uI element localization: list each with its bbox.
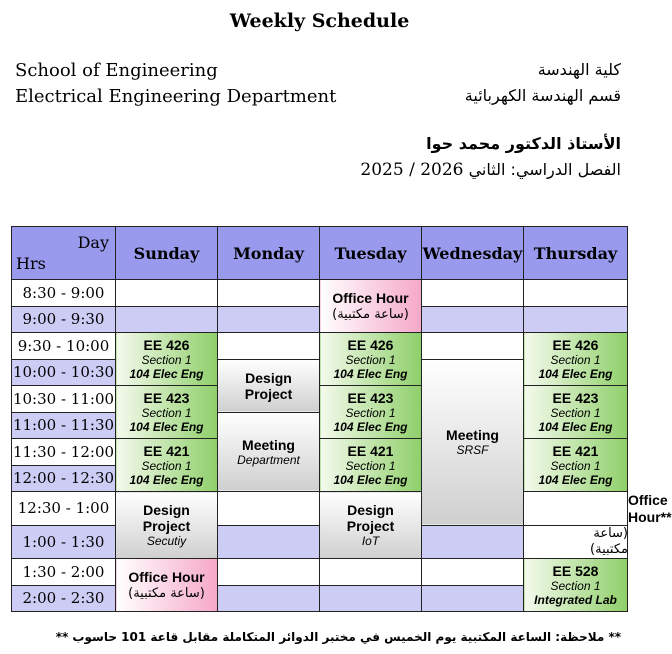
course-code: EE 423: [552, 389, 599, 406]
cell-line: Project: [244, 385, 293, 402]
thu-ee423: [524, 386, 628, 439]
wed-meeting-srsf: [422, 359, 524, 525]
sun-ee423: [116, 386, 218, 439]
corner-day-label: Day: [77, 233, 109, 252]
course-section: Section 1: [345, 405, 396, 420]
time-slot: 10:00 - 10:30: [12, 359, 116, 386]
tue-ee426: [320, 333, 422, 386]
empty-cell: [422, 559, 524, 586]
cell-line: Project: [346, 518, 395, 534]
cell-line: (ساعة مكتبية): [128, 585, 205, 601]
course-code: EE 426: [143, 336, 190, 353]
sun-ee421: [116, 439, 218, 492]
course-room: 104 Elec Eng: [333, 419, 408, 434]
schedule-table: Day Hrs Sunday Monday Tuesday Wednesday Thursday 8:30 - 9:00 Office Hour (ساعة مكتبية) 9:00 - 9:30 9:30 - 10:00 EE 426 Section 1 104 Elec Eng EE 426 Section 1 104 Elec Eng EE 426 Section 1 104 Elec Eng 10:00 - 10:30 Design Project Meeting SRSF 10:30 - 11:00 EE 423 Section 1 104 Elec Eng EE 423 Section 1 104 Elec Eng EE 423 Section 1 104 Elec Eng 11:00 - 11:30 Meeting Department 11:30 - 12:00 EE 421 Section 1 104 Elec Eng EE 421 Section 1 104 Elec Eng EE 421 Section 1 104 Elec Eng 12:00 - 12:30 12:30 - 1:00 Design Project Secutiy Design Project IoT Office Hour** (ساعة مكتبية) 1:00 - 1:30 1:30 - 2:00 Office Hour (ساعة مكتبية) EE 528 Section 1 Integrated Lab 2:00 - 2:30: [11, 226, 628, 612]
cell-line: Department: [237, 452, 300, 467]
corner-header: [12, 227, 116, 280]
empty-cell: [218, 333, 320, 360]
mon-design-project: [218, 359, 320, 412]
empty-cell: [524, 492, 628, 526]
empty-cell: [218, 525, 320, 559]
day-header-monday: Monday: [218, 227, 320, 280]
day-header-sunday: Sunday: [116, 227, 218, 280]
tue-design-project: [320, 492, 422, 559]
course-code: EE 421: [347, 442, 394, 459]
cell-line: Design: [347, 502, 394, 518]
time-slot: 9:30 - 10:00: [12, 333, 116, 360]
thu-ee421: [524, 439, 628, 492]
empty-cell: [422, 333, 524, 360]
cell-line: (ساعة مكتبية): [332, 306, 409, 322]
course-code: EE 423: [143, 389, 190, 406]
empty-cell: [218, 280, 320, 307]
empty-cell: [422, 585, 524, 612]
course-section: Section 1: [550, 458, 601, 473]
department-name-en: Electrical Engineering Department: [15, 86, 337, 107]
time-slot: 2:00 - 2:30: [12, 585, 116, 612]
course-room: 104 Elec Eng: [538, 366, 613, 381]
empty-cell: [218, 559, 320, 586]
empty-cell: [422, 306, 524, 333]
course-section: Section 1: [550, 352, 601, 367]
course-room: Integrated Lab: [534, 592, 617, 607]
time-slot: 11:30 - 12:00: [12, 439, 116, 466]
tue-ee421: [320, 439, 422, 492]
time-slot: 11:00 - 11:30: [12, 412, 116, 439]
sun-office-hour: [116, 559, 218, 612]
semester-ar: [360, 160, 621, 180]
course-room: 104 Elec Eng: [129, 419, 204, 434]
day-header-tuesday: Tuesday: [320, 227, 422, 280]
course-section: Section 1: [550, 578, 601, 593]
thu-ee528: [524, 559, 628, 612]
time-slot: 1:00 - 1:30: [12, 525, 116, 559]
course-section: Section 1: [141, 405, 192, 420]
empty-cell: [218, 585, 320, 612]
course-room: 104 Elec Eng: [538, 419, 613, 434]
empty-cell: [422, 280, 524, 307]
cell-line: Design: [143, 502, 190, 518]
empty-cell: [524, 306, 628, 333]
empty-cell: [320, 585, 422, 612]
cell-line: Office Hour: [332, 289, 409, 306]
course-code: EE 421: [552, 442, 599, 459]
empty-cell: [116, 280, 218, 307]
cell-line: Secutiy: [146, 534, 187, 548]
empty-cell: [116, 306, 218, 333]
thu-ee426: [524, 333, 628, 386]
empty-cell: [218, 306, 320, 333]
empty-cell: [524, 280, 628, 307]
sun-ee426: [116, 333, 218, 386]
course-room: 104 Elec Eng: [333, 472, 408, 487]
academic-year: 2025 / 2026: [360, 160, 464, 180]
course-code: EE 421: [143, 442, 190, 459]
time-slot: 9:00 - 9:30: [12, 306, 116, 333]
cell-line: Office Hour: [128, 568, 205, 585]
professor-name-ar: الأستاذ الدكتور محمد حوا: [426, 134, 621, 153]
cell-line: Meeting: [446, 427, 499, 443]
school-name-ar: كلية الهندسة: [537, 60, 621, 79]
course-section: Section 1: [141, 352, 192, 367]
tue-office-hour: [320, 280, 422, 333]
course-room: 104 Elec Eng: [538, 472, 613, 487]
course-section: Section 1: [345, 352, 396, 367]
course-section: Section 1: [550, 405, 601, 420]
course-section: Section 1: [141, 458, 192, 473]
empty-cell: [218, 492, 320, 526]
course-code: EE 426: [552, 336, 599, 353]
course-code: EE 426: [347, 336, 394, 353]
course-code: EE 528: [552, 562, 599, 579]
page-title: Weekly Schedule: [229, 10, 410, 32]
cell-line: Meeting: [242, 436, 295, 453]
corner-hrs-label: Hrs: [16, 254, 46, 273]
time-slot: 12:00 - 12:30: [12, 465, 116, 492]
department-name-ar: قسم الهندسة الكهربائية: [464, 86, 621, 105]
time-slot: 1:30 - 2:00: [12, 559, 116, 586]
time-slot: 10:30 - 11:00: [12, 386, 116, 413]
cell-line: SRSF: [456, 443, 489, 457]
cell-line: Design: [245, 369, 292, 386]
cell-line: IoT: [361, 534, 380, 548]
cell-line: Project: [142, 518, 191, 534]
course-room: 104 Elec Eng: [129, 366, 204, 381]
course-section: Section 1: [345, 458, 396, 473]
course-room: 104 Elec Eng: [333, 366, 408, 381]
tue-ee423: [320, 386, 422, 439]
school-name-en: School of Engineering: [15, 60, 218, 81]
time-slot: 8:30 - 9:00: [12, 280, 116, 307]
course-code: EE 423: [347, 389, 394, 406]
time-slot: 12:30 - 1:00: [12, 492, 116, 526]
day-header-wednesday: Wednesday: [422, 227, 524, 280]
empty-cell: [422, 525, 524, 559]
course-room: 104 Elec Eng: [129, 472, 204, 487]
empty-cell: [320, 559, 422, 586]
semester-label: الفصل الدراسي: الثاني: [468, 160, 621, 179]
sun-design-project: [116, 492, 218, 559]
footnote-ar: ** ملاحظة: الساعة المكتبية يوم الخميس في مختبر الدوائر المتكاملة مقابل قاعة 101 حاسوب **: [55, 630, 621, 644]
mon-meeting-department: [218, 412, 320, 492]
day-header-thursday: Thursday: [524, 227, 628, 280]
